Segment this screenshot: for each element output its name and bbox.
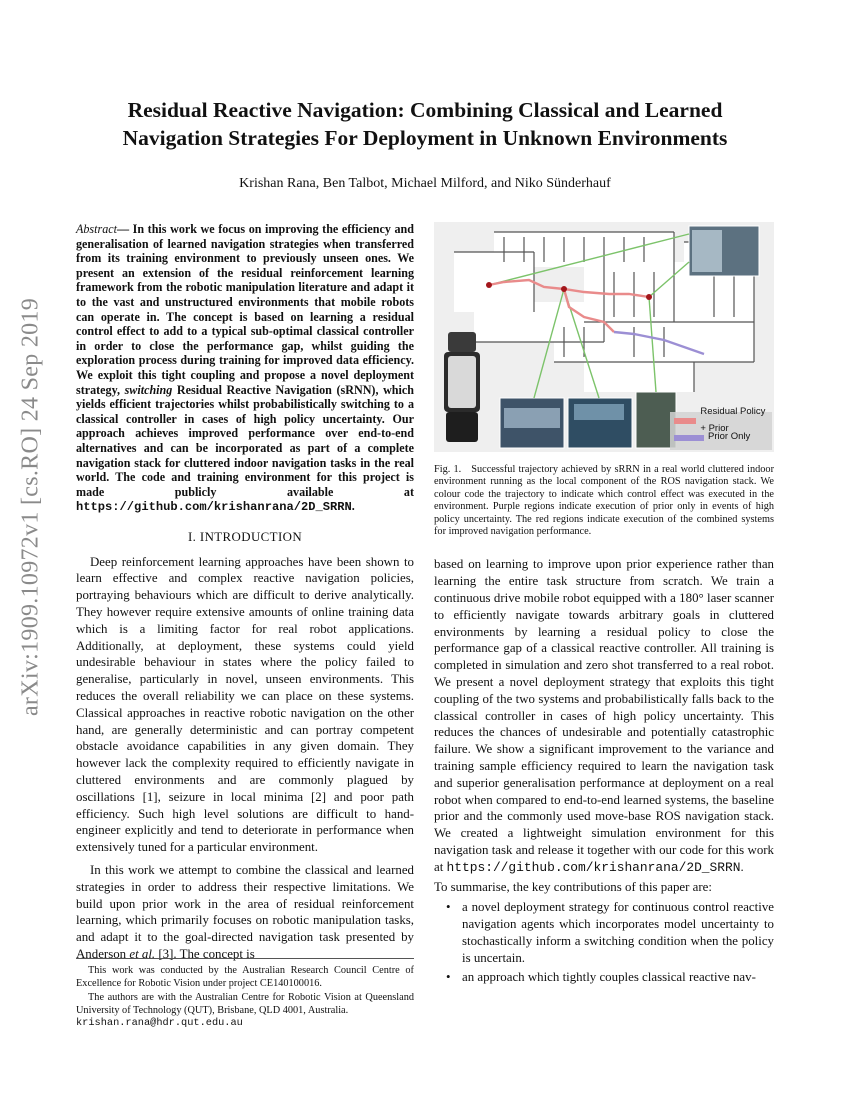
right-p1-end: . <box>740 859 744 874</box>
arxiv-id[interactable]: arXiv:1909.10972v1 [cs.RO] 24 Sep 2019 <box>17 297 44 717</box>
figure-1-caption-text: Successful trajectory achieved by sRRN in a real world cluttered indoor environment running as the local component of the ROS navigation stack. We colour code the trajectory to indicate which control effect was executed in the environment. Purple regions indicate execution of prior only in events of high policy uncertainty. The red regions indicate execution of the combined systems for improved navigation performance. <box>434 464 774 538</box>
legend-entry-residual <box>670 405 772 434</box>
legend-label-residual: Residual Policy + Prior <box>700 405 766 434</box>
figure-1-caption <box>434 464 774 538</box>
right-p1-text: based on learning to improve upon prior experience rather than learning the entire task structure from scratch. We train a continuous drive mobile robot equipped with a 180° laser scanner to efficiently navigate towards arbitrary goals in cluttered environments by learning a residual policy to close the performance gap of a classical reactive controller. All training is completed in simulation and zero shot transferred to a real robot. We present a novel deployment strategy that exploits this tight coupling of the two systems and probabilistically falls back to the classical controller in cases of high policy uncertainty. This reduces the chances of undesirable and potentially catastrophic failure. We show a significant improvement to the variance and training sample efficiency required to learn the navigation task and superior generalisation performance at deployment on a real robot when compared to end-to-end learned systems, the baseline prior and the commonly used move-base ROS navigation stack. We created a lightweight simulation environment for this navigation task and release it together with our code for this work at <box>434 557 774 874</box>
left-column <box>76 222 414 963</box>
intro-p2-etal: et al. <box>129 947 156 961</box>
author-list: Krishan Rana, Ben Talbot, Michael Milford, and Niko Sünderhauf <box>239 176 611 191</box>
legend-swatch-prior <box>674 435 704 441</box>
contribution-list <box>434 899 774 985</box>
intro-p2-text-a: In this work we attempt to combine the classical and learned strategies in order to address their respective limitations. We build upon prior work in the area of residual reinforcement learning, which primarily focuses on robotic manipulation tasks, and adapt it to the goal-directed navigation task presented by Anderson <box>76 863 414 961</box>
abstract-end: . <box>351 499 355 514</box>
abstract-switching: switching <box>124 382 173 397</box>
figure-1-label: Fig. 1. <box>434 464 462 475</box>
right-paragraph-1 <box>434 556 774 876</box>
abstract-code-link[interactable]: https://github.com/krishanrana/2D_SRRN <box>76 500 352 515</box>
abstract-lead: Abstract <box>76 222 117 236</box>
footnote-affiliation-text: The authors are with the Australian Centre for Robotic Vision at Queensland University of Technology (QUT), Brisbane, QLD 4001, Australia. <box>76 992 414 1016</box>
legend-swatch-residual <box>674 418 696 424</box>
intro-paragraph-1: Deep reinforcement learning approaches have been shown to learn effective and complex reactive navigation policies, portraying behaviours which are difficult to derive analytically. They however require extensive amounts of online training data which is a limiting factor for real robot applications. Additionally, at deployment, these systems could yield undesirable behaviour in states where the policy failed to generalise, particularly in novel, unseen environments. This reduces the overall reliability we can place on these systems. Classical approaches in reactive robotic navigation on the other hand, are generally deterministic and can portray competent obstacle avoidance capabilities in any given domain. They however lack the complexity required to efficiently navigate in cluttered environments and are commonly plagued by oscillations [1], seizure in local minima [2] and poor path efficiency. Such high level solutions are difficult to hand-engineer explicitly and tend to deteriorate in performance when extensively tuned for a particular environment. <box>76 554 414 855</box>
abstract <box>76 222 414 515</box>
intro-p2-text-b: [3]. The concept is <box>155 947 255 961</box>
title-line-2: Navigation Strategies For Deployment in Unknown Environments <box>122 126 728 150</box>
figure-1 <box>434 222 774 452</box>
legend-label-prior: Prior Only <box>708 431 751 443</box>
figure-legend <box>670 405 772 450</box>
abstract-text-1: — In this work we focus on improving the efficiency and generalisation of learned navigation strategies when transferred from its training environment to previously unseen ones. We present an extension of the residual reinforcement learning framework from the robotic manipulation literature and adapt it to the vast and unstructured environments that mobile robots can operate in. The concept is based on learning a residual control effect to add to a typical sub-optimal classical controller in order to close the performance gap, whilst guiding the exploration process during training for improved data efficiency. We exploit this tight coupling and propose a novel deployment strategy, <box>76 222 414 397</box>
contribution-item: • a novel deployment strategy for continuous control reactive navigation agents which incorporates model uncertainty to stochastically inform a switching condition when the policy is uncertain. <box>434 899 774 966</box>
abstract-text-2: Residual Reactive Navigation (sRNN), which yields efficient trajectories whilst probabilistically switching to a classical controller in cases of high policy uncertainty. Our approach achieves improved performance over end-to-end alternatives and can be incorporated as part of a complete navigation stack for cluttered indoor navigation tasks in the real world. The code and training environment for this project is made publicly available at <box>76 382 414 499</box>
arxiv-stamp <box>6 292 56 722</box>
contribution-item: • an approach which tightly couples classical reactive nav- <box>434 969 774 986</box>
intro-paragraph-2 <box>76 862 414 963</box>
right-column <box>434 222 774 985</box>
footnote-funding: This work was conducted by the Australian Research Council Centre of Excellence for Robotic Vision under project CE140100016. <box>76 965 414 989</box>
paper-title <box>80 96 770 152</box>
summary-intro: To summarise, the key contributions of this paper are: <box>434 879 712 894</box>
section-heading-introduction: I. INTRODUCTION <box>187 529 303 544</box>
footnote-affiliation <box>76 992 414 1030</box>
title-line-1: Residual Reactive Navigation: Combining Classical and Learned <box>127 98 723 122</box>
right-code-link[interactable]: https://github.com/krishanrana/2D_SRRN <box>446 859 741 875</box>
robot-photo <box>444 332 480 442</box>
footnote-email[interactable]: krishan.rana@hdr.qut.edu.au <box>76 1017 243 1030</box>
footnotes <box>76 958 414 1032</box>
